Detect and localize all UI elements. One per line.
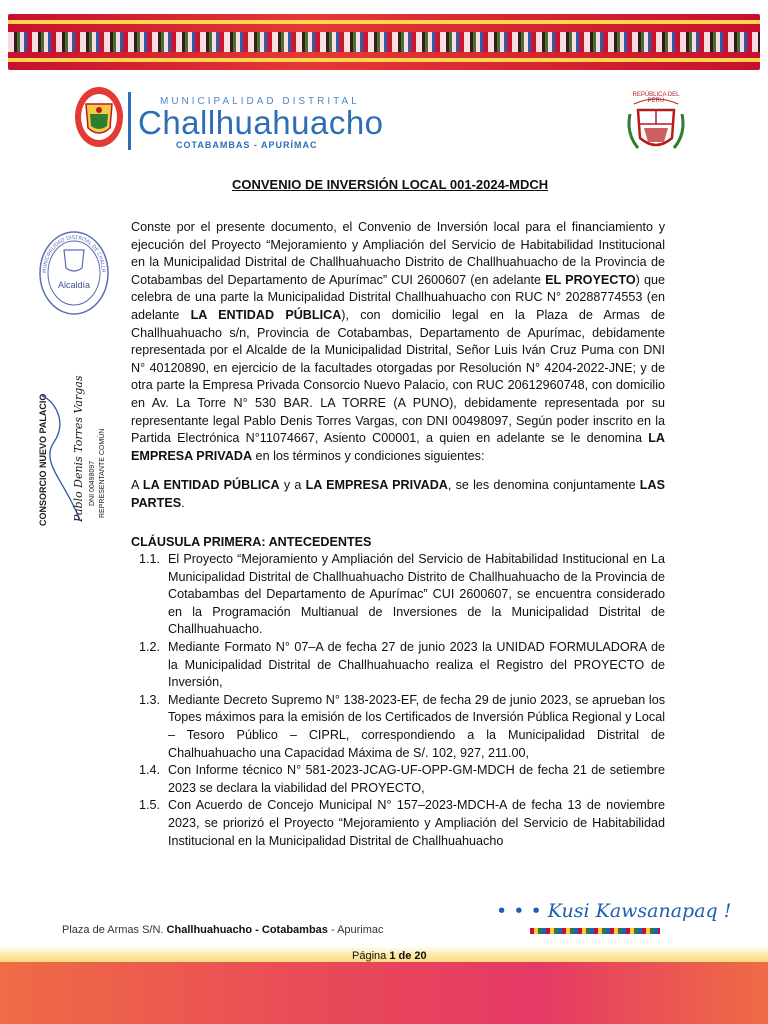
- signature-dni: DNI 00498097: [89, 460, 96, 506]
- text-run: EL PROYECTO: [545, 272, 636, 287]
- text-run: Conste por el presente documento, el Convenio de Inversión local para el financiamiento y ejecución del Proyecto “Mejoramiento y Ampliación del Servicio de Habitabilidad Institucional en la Municipalidad Distrital de Challhuahuacho Distrito de Challhuahuacho de la Provincia de Cotabambas del Departamento de Apurímac” CUI 2600607 (en adelante: [131, 220, 665, 287]
- consorcio-name: CONSORCIO NUEVO PALACIO: [38, 393, 48, 526]
- municipal-shield-icon: [74, 86, 124, 148]
- page-number: [352, 950, 427, 962]
- text-run: ) que celebra de una parte la Municipalidad Distrital Challhuahuacho con RUC N° 20288774553 (en adelante: [131, 272, 665, 322]
- antecedents-list: [131, 551, 665, 850]
- slogan: • • • Kusi Kawsanapaq !: [496, 900, 732, 922]
- list-item: [131, 551, 665, 639]
- coat-of-arms-label: REPÚBLICA DEL PERÚ: [632, 92, 680, 104]
- slogan-beads: [530, 928, 660, 934]
- page-sep: de: [395, 950, 415, 962]
- list-item-number: 1.1.: [139, 552, 161, 567]
- document-title: CONVENIO DE INVERSIÓN LOCAL 001-2024-MDCH: [232, 177, 549, 192]
- banner-pattern: [8, 32, 760, 52]
- text-run: , se les denomina conjuntamente: [447, 478, 640, 493]
- address-suffix: - Apurimac: [327, 924, 384, 936]
- list-item-text: El Proyecto “Mejoramiento y Ampliación del Servicio de Habitabilidad Institucional en La Municipalidad Distrital de Challhuahuacho Distrito de Challhuahuacho de la Provincia de Cotabambas del Departamento de Apurímac” CUI 2600607, se encuentra considerado en la Programación Multianual de Inversiones de la Municipalidad Distrital de Challhuahuacho.: [168, 552, 665, 637]
- text-run: LAS PARTES: [131, 478, 665, 510]
- text-run: LA EMPRESA PRIVADA: [131, 431, 665, 463]
- footer-address: [62, 924, 384, 936]
- list-item: [131, 692, 665, 762]
- address-prefix: Plaza de Armas S/N.: [62, 924, 167, 936]
- list-item-text: Mediante Formato N° 07–A de fecha 27 de junio 2023 la UNIDAD FORMULADORA de la Municipalidad Distrital de Challhuahuacho realiza el Registro del PROYECTO de Inversión,: [168, 640, 665, 690]
- banner-stripe: [8, 58, 760, 62]
- list-item-number: 1.5.: [139, 798, 161, 813]
- list-item: [131, 762, 665, 797]
- signature-role: REPRESENTANTE COMÚN: [99, 428, 106, 518]
- header-banner: [8, 14, 760, 70]
- text-run: LA ENTIDAD PÚBLICA: [190, 307, 342, 322]
- text-run: LA ENTIDAD PÚBLICA: [142, 478, 280, 493]
- seal-label: Alcaldía: [57, 280, 91, 290]
- intro-paragraph: [131, 219, 665, 465]
- svg-text:MUNICIPALIDAD DISTRITAL DE CHA: [38, 230, 106, 273]
- list-item: [131, 797, 665, 850]
- list-item: [131, 639, 665, 692]
- org-divider: [128, 92, 131, 150]
- footer-band-red: [0, 962, 768, 1024]
- consorcio-stamp: [24, 360, 134, 530]
- text-run: y a: [279, 478, 306, 493]
- signature-name: Pablo Denis Torres Vargas: [72, 375, 85, 522]
- page-current: 1: [389, 950, 396, 962]
- list-item-text: Mediante Decreto Supremo N° 138-2023-EF, de fecha 29 de junio 2023, se aprueban los Topes máximos para la emisión de los Certificados de Inversión Pública Regional y Local – Tesoro Público – CIPRL, correspondiendo a la Municipalidad Distrital de Chalhuahuacho una Capacidad Máxima de S/. 102, 927, 211.00,: [168, 692, 666, 760]
- list-item-text: Con Acuerdo de Concejo Municipal N° 157–2023-MDCH-A de fecha 13 de noviembre 2023, se priorizó el Proyecto “Mejoramiento y Ampliación del Servicio de Habitabilidad Institucional en la Municipalidad Distrital de Challhuahuacho: [168, 798, 665, 848]
- list-item-text: Con Informe técnico N° 581-2023-JCAG-UF-OPP-GM-MDCH de fecha 21 de setiembre 2023 se declara la viabilidad del PROYECTO,: [168, 763, 665, 795]
- org-name: Challhuahuacho: [138, 104, 384, 141]
- clause-title: CLÁUSULA PRIMERA: ANTECEDENTES: [131, 534, 372, 549]
- page-prefix: Página: [352, 950, 390, 962]
- alcaldia-seal-icon: [38, 230, 110, 316]
- text-run: .: [181, 495, 185, 510]
- list-item-number: 1.2.: [139, 640, 161, 655]
- seal-ring-text: MUNICIPALIDAD DISTRITAL DE CHALLH: [41, 234, 107, 274]
- page-total: 20: [414, 950, 427, 962]
- text-run: LA EMPRESA PRIVADA: [305, 478, 448, 493]
- banner-stripe: [8, 20, 760, 24]
- list-item-number: 1.4.: [139, 763, 161, 778]
- list-item-number: 1.3.: [139, 692, 161, 707]
- document-body: [131, 219, 665, 850]
- text-run: ), con domicilio legal en la Plaza de Armas de Challhuahuacho s/n, Provincia de Cotabambas, Departamento de Apurímac, debidamente representada por el Alcalde de la Municipalidad Distrital, Señor Luis Iván Cruz Puma con DNI N° 40120890, en ejercicio de la facultades otorgadas por Resolución N° 4204-2022-JNE; y de otra parte la Empresa Privada Consorcio Nuevo Palacio, con RUC 20612960748, con domicilio en Av. La Torre N° 530 BAR. LA TORRE (A PUNO), debidamente representada por su representante legal Pablo Denis Torres Vargas, con DNI 00498097, Según poder inscrito en la Partida Electrónica N°11074667, Asiento C00001, a quien en adelante se le denomina: [131, 307, 666, 446]
- text-run: en los términos y condiciones siguientes:: [252, 448, 485, 463]
- text-run: A: [131, 478, 143, 493]
- address-bold: Challhuahuacho - Cotabambas: [166, 924, 328, 936]
- org-subtitle: MUNICIPALIDAD DISTRITAL: [160, 96, 360, 107]
- parties-paragraph: [131, 477, 665, 512]
- org-region: COTABAMBAS - APURÍMAC: [176, 140, 318, 150]
